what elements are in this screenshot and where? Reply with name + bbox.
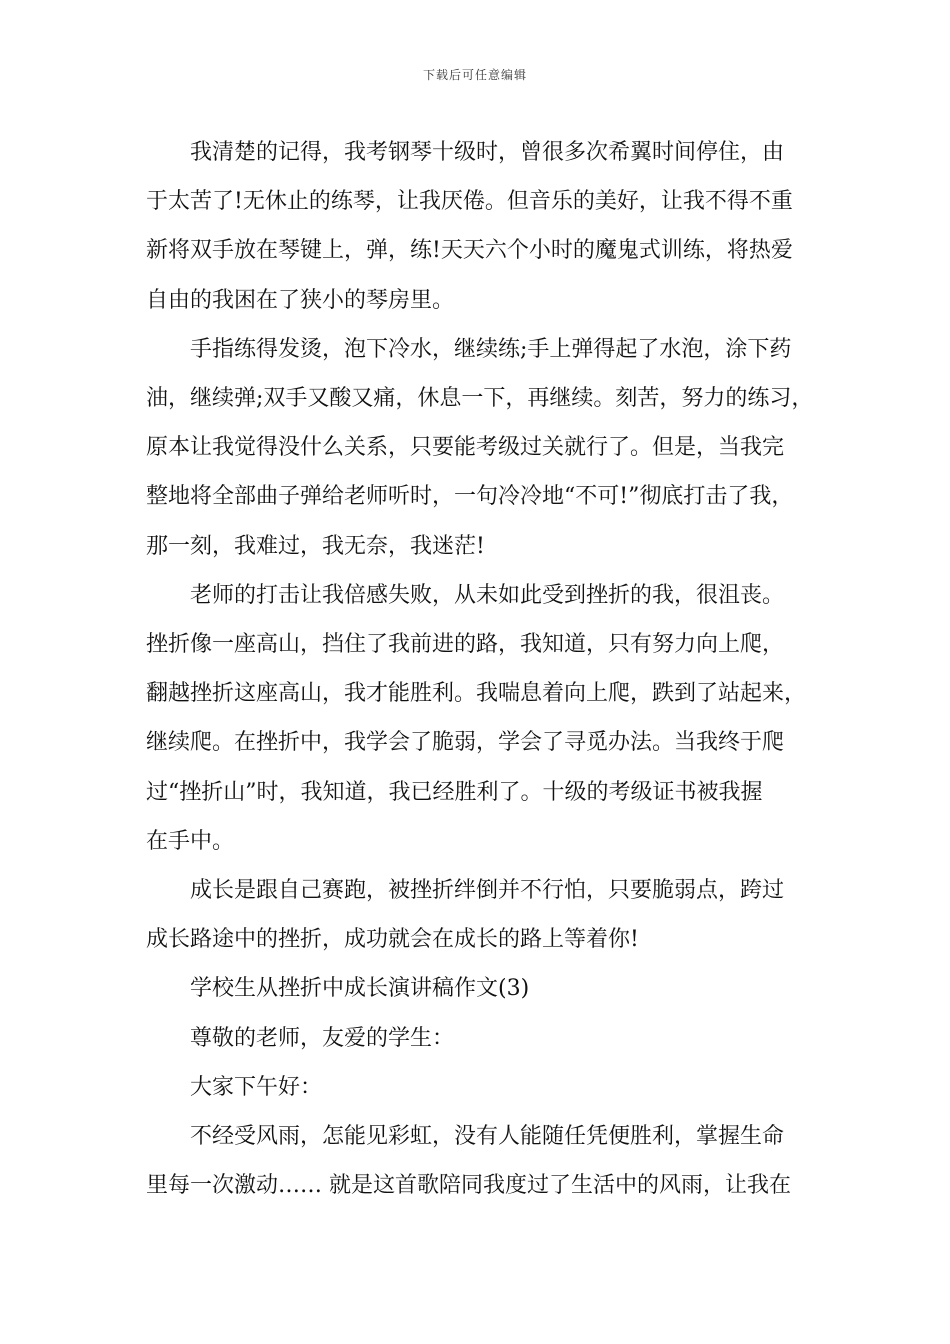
- salutation: [146, 1014, 818, 1063]
- page-header-note: 下载后可任意编辑: [422, 68, 527, 82]
- text-line: 原本让我觉得没什么关系，只要能考级过关就行了。但是，当我完: [146, 435, 785, 461]
- text-line: 我清楚的记得，我考钢琴十级时，曾很多次希翼时间停住，由: [190, 140, 785, 165]
- text-line: 翻越挫折这座高山，我才能胜利。我喘息着向上爬，跌到了站起来，: [146, 681, 807, 707]
- text-line: 整地将全部曲子弹给老师听时，一句冷冷地“不可!”彻底打击了我，: [146, 484, 794, 510]
- text-line: 那一刻，我难过，我无奈，我迷茫!: [146, 533, 485, 559]
- paragraph-4: [146, 866, 818, 964]
- section-heading: [146, 964, 818, 1013]
- text-line: 老师的打击让我倍感失败，从未如此受到挫折的我，很沮丧。: [190, 582, 785, 608]
- paragraph-2: [146, 325, 818, 571]
- text-line: 自由的我困在了狭小的琴房里。: [146, 287, 455, 313]
- text-line: 油，继续弹;双手又酸又痛，休息一下，再继续。刻苦，努力的练习，: [146, 386, 814, 412]
- text-line: 大家下午好：: [190, 1074, 323, 1100]
- text-line: 于太苦了!无休止的练琴，让我厌倦。但音乐的美好，让我不得不重: [146, 189, 793, 215]
- text-line: 继续爬。在挫折中，我学会了脆弱，学会了寻觅办法。当我终于爬: [146, 730, 785, 756]
- paragraph-5: [146, 1112, 818, 1210]
- paragraph-1: [146, 128, 818, 325]
- text-line: 在手中。: [146, 828, 235, 854]
- text-line: 尊敬的老师，友爱的学生：: [190, 1025, 455, 1051]
- text-line: 学校生从挫折中成长演讲稿作文(3): [190, 976, 530, 1002]
- text-line: 成长路途中的挫折，成功就会在成长的路上等着你!: [146, 927, 639, 953]
- text-line: 成长是跟自己赛跑，被挫折绊倒并不行怕，只要脆弱点，跨过: [190, 878, 785, 904]
- text-line: 手指练得发烫，泡下冷水，继续练;手上弹得起了水泡，涂下药: [190, 336, 792, 362]
- document-body: [146, 128, 818, 1210]
- text-line: 挫折像一座高山，挡住了我前进的路，我知道，只有努力向上爬，: [146, 632, 785, 658]
- text-line: 过“挫折山”时，我知道，我已经胜利了。十级的考级证书被我握: [146, 779, 763, 805]
- text-line: 里每一次激动…… 就是这首歌陪同我度过了生活中的风雨，让我在: [146, 1173, 791, 1199]
- paragraph-3: [146, 571, 818, 866]
- text-line: 新将双手放在琴键上，弹，练!天天六个小时的魔鬼式训练，将热爱: [146, 238, 793, 264]
- greeting: [146, 1063, 818, 1112]
- text-line: 不经受风雨，怎能见彩虹，没有人能随任凭便胜利，掌握生命: [190, 1124, 785, 1150]
